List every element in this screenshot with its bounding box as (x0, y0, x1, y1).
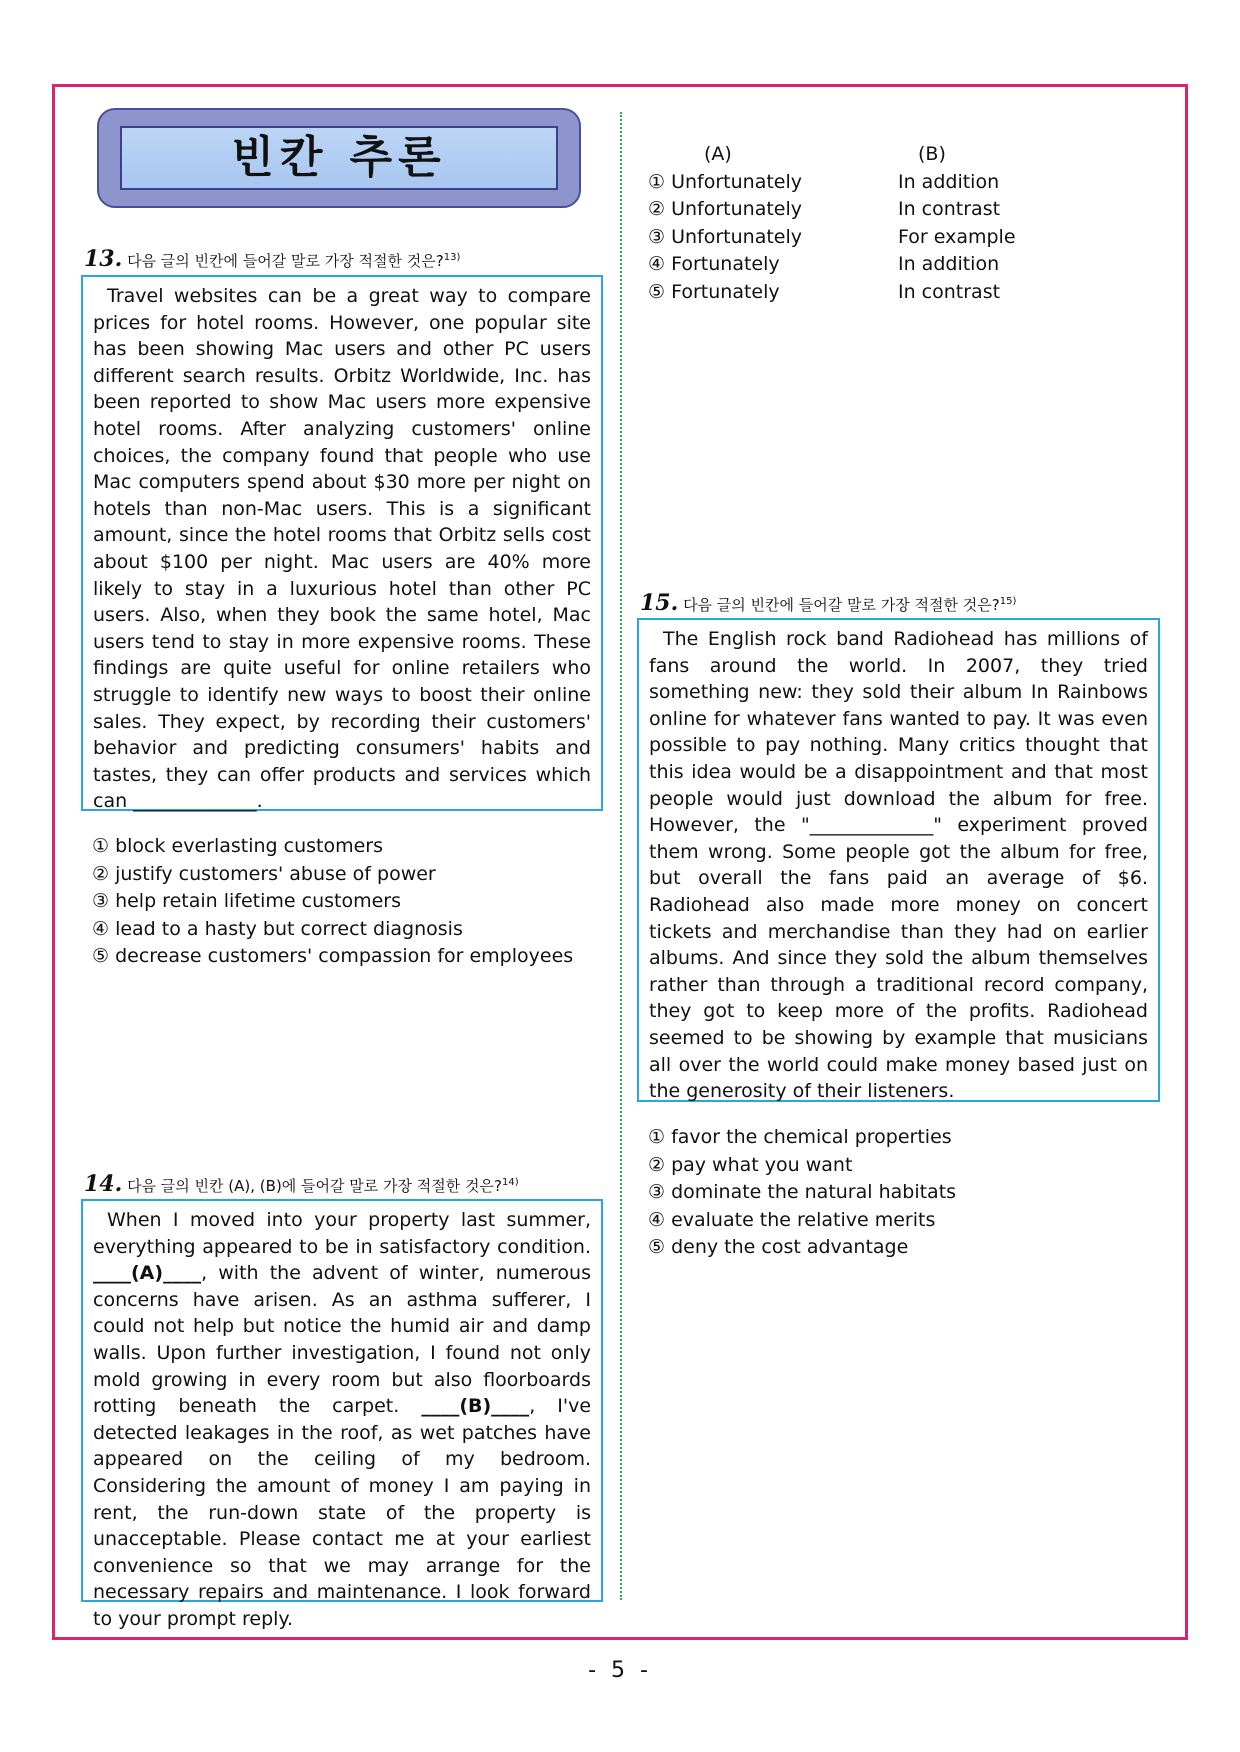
q15-option-3[interactable]: ③ dominate the natural habitats (648, 1181, 957, 1203)
q15-options (648, 1124, 956, 1262)
q15-header (640, 590, 1016, 616)
q14-option-3[interactable] (648, 224, 1068, 252)
q14-blank-b: ____(B)____ (421, 1395, 530, 1418)
q14-passage-box (81, 1199, 603, 1630)
option-b: In addition (898, 253, 1000, 275)
q14-col-b-header: (B) (918, 143, 946, 165)
option-a: Unfortunately (671, 225, 803, 248)
q14-passage (93, 1207, 591, 1633)
q15-question: 다음 글의 빈칸에 들어갈 말로 가장 적절한 것은? (683, 596, 1000, 614)
option-b: For example (898, 225, 1016, 248)
q15-option-5[interactable]: ⑤ deny the cost advantage (648, 1236, 909, 1258)
q14-question: 다음 글의 빈칸 (A), (B)에 들어갈 말로 가장 적절한 것은? (127, 1177, 502, 1195)
q15-passage: The English rock band Radiohead has millions of fans around the world. In 2007, they tried something new: they sold their album In Rainbows online for whatever fans wanted to pay. It was even possible to pay nothing. Many critics thought that this idea would be a disappointment and that most people would just download the album for free. However, the "_____________" experiment proved them wrong. Some people got the album for free, but overall the fans paid an average of $6. Radiohead also made more money on concert tickets and merchandise than they had on earlier albums. And since they sold the album themselves rather than through a traditional record company, they got to keep more of the profits. Radiohead seemed to be showing by example that musicians all over the world could make money based just on the generosity of their listeners. (649, 628, 1148, 1103)
q14-options-header (648, 141, 1068, 169)
option-a: Fortunately (671, 280, 780, 303)
q14-col-a-header: (A) (704, 143, 732, 165)
q15-passage-box (637, 618, 1160, 1102)
q13-passage: Travel websites can be a great way to compare prices for hotel rooms. However, one popular site has been showing Mac users and other PC users different search results. Orbitz Worldwide, Inc. has been reported to show Mac users more expensive hotel rooms. After analyzing customers' online choices, the company found that people who use Mac computers spend about $30 more per night on hotels than non-Mac users. This is a significant amount, since the hotel rooms that Orbitz sells cost about $100 per night. Mac users are 40% more likely to stay in a luxurious hotel than other PC users. Also, when they book the same hotel, Mac users tend to stay in more expensive rooms. These findings are quite useful for online retailers who struggle to identify new ways to boost their online sales. They expect, by recording their customers' behavior and predicting consumers' habits and tastes, they can offer products and services which can _____________. (93, 285, 591, 813)
q14-option-1[interactable] (648, 169, 1068, 197)
option-num: ⑤ (648, 280, 666, 303)
q14-passage-part-2: , with the advent of winter, numerous concerns have arisen. As an asthma sufferer, I could not help but notice the humid air and damp walls. Upon further investigation, I found not only mold growing in every room but also floorboards rotting beneath the carpet. (93, 1262, 591, 1418)
q14-number: 14. (84, 1171, 123, 1197)
q15-option-4[interactable]: ④ evaluate the relative merits (648, 1208, 936, 1231)
option-b: In addition (898, 170, 1000, 193)
option-a: Unfortunately (671, 170, 803, 193)
q13-option-1[interactable]: ① block everlasting customers (92, 835, 384, 857)
q14-option-2[interactable] (648, 196, 1068, 224)
q15-footnote: 15) (999, 596, 1017, 607)
option-num: ④ (648, 253, 666, 275)
q15-number: 15. (640, 590, 679, 616)
q13-passage-box (81, 275, 603, 811)
q15-option-2[interactable]: ② pay what you want (648, 1153, 853, 1176)
option-a: Unfortunately (671, 198, 803, 220)
q14-option-5[interactable] (648, 279, 1068, 307)
q13-option-4[interactable]: ④ lead to a hasty but correct diagnosis (92, 917, 463, 940)
option-a: Fortunately (671, 253, 780, 275)
option-b: In contrast (898, 280, 1001, 303)
option-num: ② (648, 198, 666, 220)
q14-blank-a: ____(A)____ (93, 1262, 202, 1285)
q14-header (84, 1171, 519, 1197)
column-divider (620, 112, 622, 1600)
q13-footnote: 13) (443, 252, 461, 263)
q13-options (92, 833, 573, 971)
q13-number: 13. (84, 246, 123, 272)
page-number: - 5 - (588, 1658, 652, 1683)
option-num: ③ (648, 225, 666, 248)
q13-header (84, 246, 460, 272)
section-title: 빈칸 추론 (120, 126, 558, 190)
option-b: In contrast (898, 198, 1001, 220)
q13-option-3[interactable]: ③ help retain lifetime customers (92, 890, 401, 912)
option-num: ① (648, 170, 666, 193)
q13-option-2[interactable]: ② justify customers' abuse of power (92, 862, 436, 885)
q14-passage-part-3: , I've detected leakages in the roof, as wet patches have appeared on the ceiling of my bedroom. Considering the amount of money I am paying in rent, the run-down state of the property is unacceptable. Please contact me at your earliest convenience so that we may arrange for the necessary repairs and maintenance. I look forward to your prompt reply. (93, 1395, 592, 1630)
q14-options (648, 141, 1068, 306)
q14-option-4[interactable] (648, 251, 1068, 279)
q14-footnote: 14) (501, 1177, 519, 1188)
q15-option-1[interactable]: ① favor the chemical properties (648, 1126, 952, 1148)
q13-question: 다음 글의 빈칸에 들어갈 말로 가장 적절한 것은? (127, 252, 444, 270)
q14-passage-part-1: When I moved into your property last summer, everything appeared to be in satisfactory condition. (93, 1209, 591, 1258)
q13-option-5[interactable]: ⑤ decrease customers' compassion for employees (92, 945, 574, 967)
